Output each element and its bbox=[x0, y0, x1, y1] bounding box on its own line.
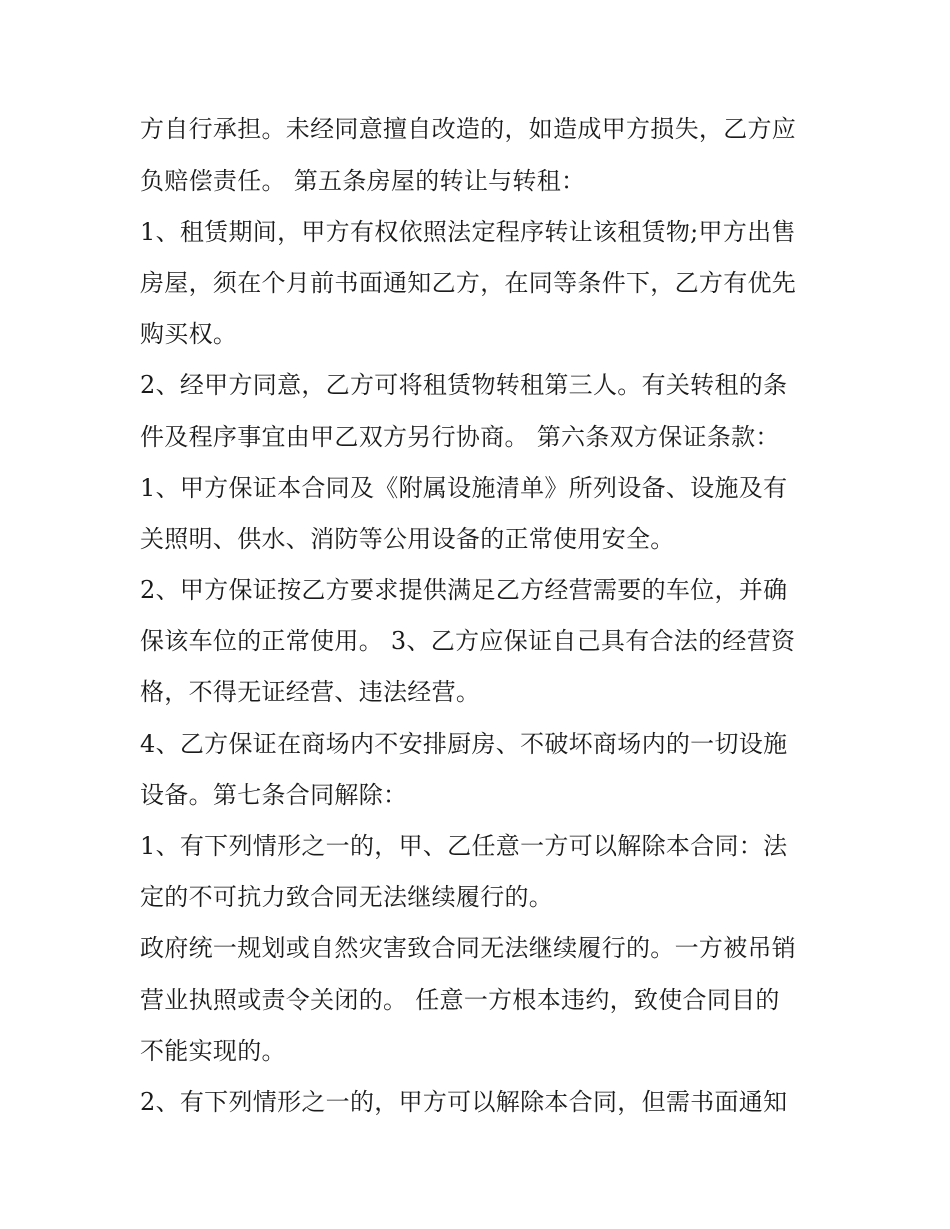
text-line: 2、经甲方同意，乙方可将租赁物转租第三人。有关转租的条 bbox=[140, 371, 788, 399]
text-line: 2、有下列情形之一的，甲方可以解除本合同，但需书面通知 bbox=[140, 1088, 788, 1116]
text-line: 1、甲方保证本合同及《附属设施清单》所列设备、设施及有 bbox=[140, 474, 788, 502]
text-line: 2、甲方保证按乙方要求提供满足乙方经营需要的车位，并确 bbox=[140, 576, 788, 604]
text-line: 负赔偿责任。 第五条房屋的转让与转租： bbox=[140, 167, 586, 195]
text-line: 1、有下列情形之一的，甲、乙任意一方可以解除本合同：法 bbox=[140, 832, 788, 860]
text-line: 1、租赁期间，甲方有权依照法定程序转让该租赁物;甲方出售 bbox=[140, 218, 796, 246]
text-line: 房屋，须在个月前书面通知乙方，在同等条件下，乙方有优先 bbox=[140, 269, 797, 297]
text-line: 方自行承担。未经同意擅自改造的，如造成甲方损失，乙方应 bbox=[140, 115, 797, 143]
text-line: 营业执照或责令关闭的。 任意一方根本违约，致使合同目的 bbox=[140, 986, 780, 1014]
text-line: 购买权。 bbox=[140, 320, 238, 348]
text-line: 4、乙方保证在商场内不安排厨房、不破坏商场内的一切设施 bbox=[140, 730, 788, 758]
text-line: 关照明、供水、消防等公用设备的正常使用安全。 bbox=[140, 525, 675, 553]
text-line: 件及程序事宜由甲乙双方另行协商。 第六条双方保证条款： bbox=[140, 423, 780, 451]
text-line: 定的不可抗力致合同无法继续履行的。 bbox=[140, 883, 554, 911]
text-line: 格，不得无证经营、违法经营。 bbox=[140, 678, 481, 706]
text-line: 保该车位的正常使用。 3、乙方应保证自己具有合法的经营资 bbox=[140, 627, 796, 655]
text-line: 不能实现的。 bbox=[140, 1037, 286, 1065]
text-line: 设备。第七条合同解除： bbox=[140, 781, 408, 809]
text-line: 政府统一规划或自然灾害致合同无法继续履行的。一方被吊销 bbox=[140, 934, 797, 962]
